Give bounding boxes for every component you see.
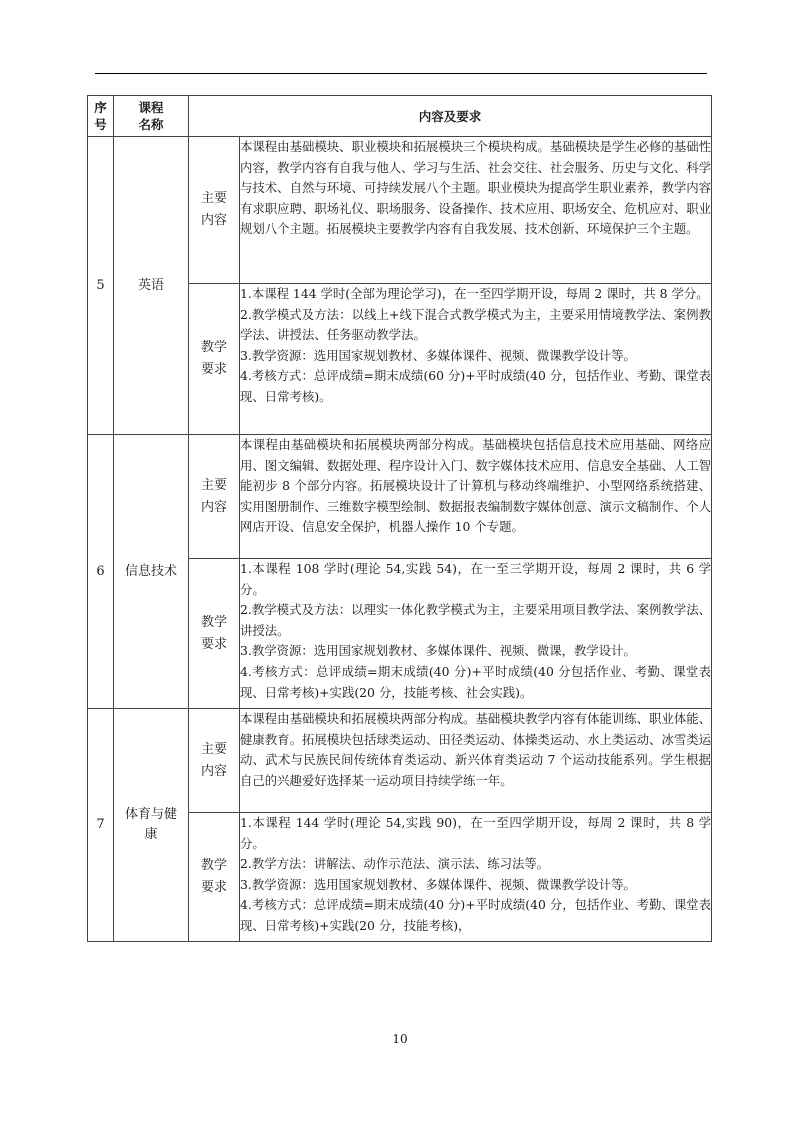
table-row xyxy=(88,709,712,813)
requirement-line: 2.教学方法：讲解法、动作示范法、演示法、练习法等。 xyxy=(240,856,550,872)
header-content: 内容及要求 xyxy=(189,96,712,137)
course-name: 信息技术 xyxy=(114,435,189,709)
course-name: 英语 xyxy=(114,137,189,435)
requirement-line: 1.本课程 108 学时(理论 54,实践 54)，在一至三学期开设，每周 2 课时，共 6 学分。 xyxy=(240,561,712,597)
requirement-line: 3.教学资源：选用国家规划教材、多媒体课件、视频、微课，教学设计。 xyxy=(240,643,636,659)
requirement-line: 1.本课程 144 学时(全部为理论学习)，在一至四学期开设，每周 2 课时，共 8 学分。 xyxy=(240,286,709,301)
requirement-line: 1.本课程 144 学时(理论 54,实践 90)，在一至四学期开设，每周 2 课时，共 8 学分。 xyxy=(240,815,712,851)
table-row xyxy=(88,137,712,284)
main-content-text: 本课程由基础模块、职业模块和拓展模块三个模块构成。基础模块是学生必修的基础性内容，教学内容有自我与他人、学习与生活、社会交往、社会服务、历史与文化、科学与技术、自然与环境、可持续发展八个主题。职业模块为提高学生职业素养，教学内容有求职应聘、职场礼仪、职场服务、设备操作、技术应用、职场安全、危机应对、职业规划八个主题。拓展模块主要教学内容有自我发展、技术创新、环境保护三个主题。 xyxy=(240,137,712,284)
requirements-text xyxy=(240,559,712,709)
header-course: 课程 名称 xyxy=(114,96,189,137)
table-header-row xyxy=(88,96,712,137)
row-number: 5 xyxy=(88,137,114,435)
requirements-text xyxy=(240,813,712,942)
requirement-line: 2.教学模式及方法：以线上+线下混合式教学模式为主，主要采用情境教学法、案例教学法、讲授法、任务驱动教学法。 xyxy=(240,306,712,343)
table-row xyxy=(88,435,712,559)
header-num: 序 号 xyxy=(88,96,114,137)
course-table xyxy=(87,95,712,942)
requirements-text xyxy=(240,284,712,435)
requirements-label: 教学 要求 xyxy=(189,813,240,942)
requirements-label: 教学 要求 xyxy=(189,559,240,709)
requirement-line: 2.教学模式及方法：以理实一体化教学模式为主，主要采用项目教学法、案例教学法、讲授法。 xyxy=(240,602,712,638)
row-number: 6 xyxy=(88,435,114,709)
header-rule xyxy=(95,73,707,74)
row-number: 7 xyxy=(88,709,114,942)
main-content-text: 本课程由基础模块和拓展模块两部分构成。基础模块教学内容有体能训练、职业体能、健康教育。拓展模块包括球类运动、田径类运动、体操类运动、水上类运动、冰雪类运动、武术与民族民间传统体育类运动、新兴体育类运动 7 个运动技能系列。学生根据自己的兴趣爱好选择某一运动项目持续学练一年。 xyxy=(240,709,712,813)
main-content-label: 主要 内容 xyxy=(189,709,240,813)
requirement-line: 3.教学资源：选用国家规划教材、多媒体课件、视频、微课教学设计等。 xyxy=(240,876,636,892)
requirement-line: 4.考核方式：总评成绩=期末成绩(60 分)+平时成绩(40 分，包括作业、考勤、课堂表现、日常考核)。 xyxy=(240,368,712,404)
main-content-label: 主要 内容 xyxy=(189,435,240,559)
page-number: 10 xyxy=(392,1032,408,1046)
requirement-line: 3.教学资源：选用国家规划教材、多媒体课件、视频、微课教学设计等。 xyxy=(240,347,636,363)
requirements-label: 教学 要求 xyxy=(189,284,240,435)
requirement-line: 4.考核方式：总评成绩=期末成绩(40 分)+平时成绩(40 分，包括作业、考勤、课堂表现、日常考核)+实践(20 分，技能考核)， xyxy=(240,897,712,933)
main-content-text: 本课程由基础模块和拓展模块两部分构成。基础模块包括信息技术应用基础、网络应用、图文编辑、数据处理、程序设计入门、数字媒体技术应用、信息安全基础、人工智能初步 8 个部分内容。拓展模块设计了计算机与移动终端维护、小型网络系统搭建、实用图册制作、三维数字模型绘制、数据报表编制数字媒体创意、演示文稿制作、个人网店开设、信息安全保护，机器人操作 10 个专题。 xyxy=(240,435,712,559)
course-name: 体育与健 康 xyxy=(114,709,189,942)
requirement-line: 4.考核方式：总评成绩=期末成绩(40 分)+平时成绩(40 分包括作业、考勤、课堂表现、日常考核)+实践(20 分，技能考核、社会实践)。 xyxy=(240,663,712,700)
main-content-label: 主要 内容 xyxy=(189,137,240,284)
